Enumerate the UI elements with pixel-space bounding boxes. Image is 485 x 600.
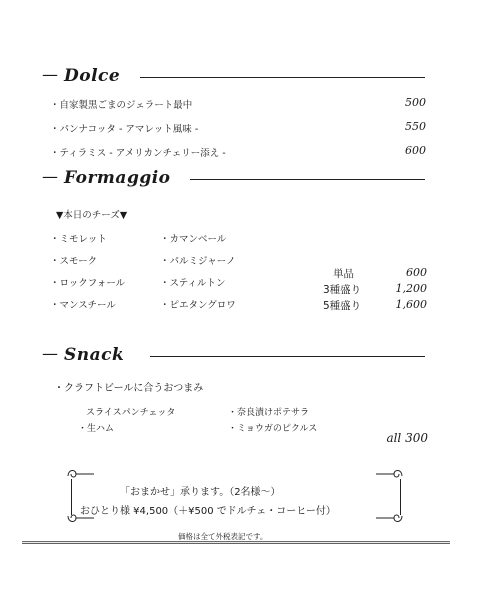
dolce-price-2: 550	[405, 120, 426, 133]
dolce-price-1: 500	[405, 96, 426, 109]
cheese-price-1: 600	[406, 266, 427, 279]
stripe-red	[22, 543, 450, 544]
cheese-price-3: 1,600	[395, 298, 427, 311]
cheese-price-2: 1,200	[395, 282, 427, 295]
cheese-right-1: ・カマンベール	[160, 234, 227, 245]
formaggio-dash: —	[42, 167, 58, 186]
cheese-price-label-2: 3種盛り	[323, 284, 362, 296]
cheese-right-3: ・スティルトン	[160, 278, 226, 289]
snack-right-1: ・奈良漬けポテサラ	[228, 408, 310, 418]
formaggio-rule	[190, 179, 425, 180]
cheese-left-3: ・ロックフォール	[50, 278, 126, 289]
dolce-title: Dolce	[64, 66, 121, 86]
cheese-left-4: ・マンスチール	[50, 300, 116, 311]
omakase-line-2: おひとり様 ¥4,500（＋¥500 でドルチェ・コーヒー付）	[80, 506, 336, 517]
snack-title: Snack	[64, 345, 125, 365]
formaggio-title: Formaggio	[64, 168, 171, 188]
footer-note: 価格は全て外税表記です。	[178, 532, 268, 541]
dolce-price-3: 600	[405, 144, 426, 157]
snack-price: all 300	[386, 431, 428, 445]
tricolor-stripe	[22, 541, 450, 545]
frame-left-line	[71, 479, 72, 515]
snack-left-1: スライスパンチェッタ	[86, 408, 176, 418]
dolce-item-1: ・自家製黒ごまのジェラート最中	[50, 100, 193, 111]
snack-intro: ・クラフトビールに合うおつまみ	[54, 383, 204, 394]
cheese-left-2: ・スモーク	[50, 256, 98, 267]
dolce-dash: —	[42, 65, 58, 84]
cheese-left-1: ・ミモレット	[50, 234, 107, 245]
cheese-right-4: ・ピエタングロワ	[160, 300, 236, 311]
cheese-price-label-3: 5種盛り	[323, 300, 362, 312]
dolce-rule	[140, 77, 425, 78]
snack-right-2: ・ミョウガのピクルス	[228, 424, 318, 434]
snack-left-2: ・生ハム	[78, 424, 115, 434]
omakase-line-1: 「おまかせ」承ります。（2名様〜）	[120, 487, 281, 498]
dolce-item-3: ・ティラミス - アメリカンチェリー添え -	[50, 148, 226, 159]
frame-right-line	[400, 479, 401, 515]
cheese-price-label-1: 単品	[333, 268, 354, 280]
snack-dash: —	[42, 344, 58, 363]
cheese-subtitle: ▼本日のチーズ▼	[56, 210, 128, 221]
dolce-item-2: ・パンナコッタ - アマレット風味 -	[50, 124, 199, 135]
snack-rule	[150, 356, 425, 357]
cheese-right-2: ・パルミジャーノ	[160, 256, 236, 267]
